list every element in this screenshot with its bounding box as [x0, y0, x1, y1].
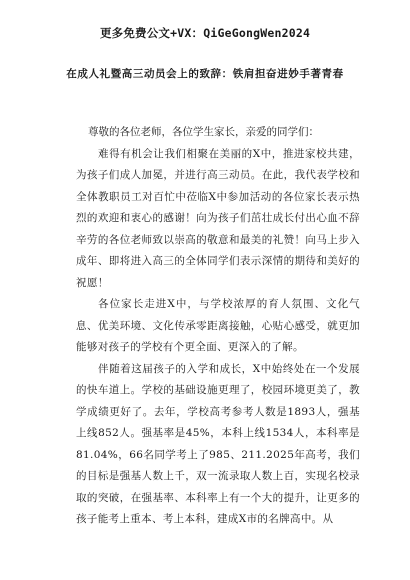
document-body	[76, 122, 360, 531]
promo-banner: 更多免费公文+VX：QiGeGongWen2024	[99, 26, 311, 40]
document-title: 在成人礼暨高三动员会上的致辞：铁肩担奋进妙手著青春	[66, 68, 344, 80]
salutation: 尊敬的各位老师，各位学生家长，亲爱的同学们：	[88, 126, 319, 138]
paragraph-3: 伴随着这届孩子的入学和成长，X中始终处在一个发展的快车道上。学校的基础设施更理了，校园环境更美了，教学成绩更好了。去年，学校高考参考人数是1893人，强基上线852人。强基率是45%，本科上线1534人，本科率是81.04%，66名同学考上了985、211.2025年高考，我们的目标是强基人数上千，双一流录取人数上百，实现名校录取的突破，在强基率、本科率上有一个大的提升，让更多的孩子能考上重本、考上本科，建成X市的名牌高中。从	[76, 362, 360, 525]
paragraph-2: 各位家长走进X中，与学校浓厚的育人氛围、文化气息、优美环境、文化传承零距离接触，心贴心感受，就更加能够对孩子的学校有个更全面、更深入的了解。	[76, 298, 360, 353]
paragraph-1: 难得有机会让我们相聚在美丽的X中，推进家校共建，为孩子们成人加冕，并进行高三动员。在此，我代表学校和全体教职员工对百忙中莅临X中参加活动的各位家长表示热烈的欢迎和衷心的感谢！向为孩子们茁壮成长付出心血不辞辛劳的各位老师致以崇高的敬意和最美的礼赞！向马上步入成年、即将进入高三的全体同学们表示深情的期待和美好的祝愿！	[76, 147, 360, 289]
